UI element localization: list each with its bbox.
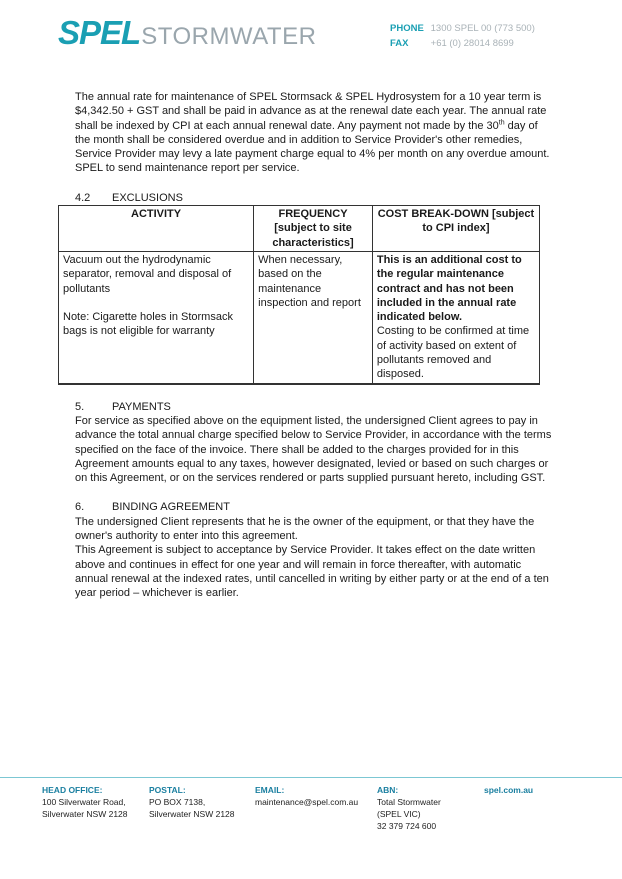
binding-text-2: This Agreement is subject to acceptance by Service Provider. It takes effect on the date written above and continues in effect for one year and will remain in force thereafter, with automatic annual renewal at the indexed rates, until cancelled in writing by either party or at the end of a ten year period – whichever is earlier. — [75, 544, 549, 600]
document-body — [63, 90, 555, 601]
footer-divider — [0, 777, 622, 778]
intro-paragraph: The annual rate for maintenance of SPEL Stormsack & SPEL Hydrosystem for a 10 year term is $4,342.50 + GST and shall be paid in advance as at the renewal date each year. The annual rate shall be indexed by CPI at each annual renewal date. Any payment not made by the 30th day of the month shall be considered overdue and in addition to Service Provider's other remedies, Service Provider may levy a late payment charge equal to 4% per month on any overdue amount. SPEL to send maintenance report per service. — [75, 91, 550, 175]
payments-text: For service as specified above on the equipment listed, the undersigned Client agrees to pay in advance the total annual charge specified below to Service Provider, in accordance with the terms specified on the face of the invoice. There shall be added to the charges provided for in this Agreement amounts equal to any taxes, however designated, levied or based on such charges or on this Agreement, or on the services rendered or parts supplied pursuant hereto, including GST. — [75, 414, 552, 485]
email-link[interactable]: maintenance@spel.com.au — [255, 797, 359, 807]
activity-cell: Vacuum out the hydrodynamic separator, removal and disposal of pollutants Note: Cigarette holes in Stormsack bags is not eligible for warranty — [59, 251, 254, 383]
fax-value: +61 (0) 28014 8699 — [430, 38, 514, 49]
binding-text-1: The undersigned Client represents that he is the owner of the equipment, or that they have the owner's authority to enter into this agreement. — [75, 515, 535, 543]
col-cost: COST BREAK-DOWN [subject to CPI index] — [372, 206, 539, 252]
logo-primary: SPEL — [58, 14, 141, 51]
page-header — [0, 0, 622, 70]
spel-logo — [58, 14, 316, 52]
footer-website — [484, 784, 533, 796]
payments-section — [75, 400, 555, 486]
logo-secondary: STORMWATER — [141, 23, 317, 50]
phone-line — [390, 23, 535, 34]
footer-email: EMAIL: maintenance@spel.com.au — [255, 785, 359, 807]
exclusions-heading: 4.2 EXCLUSIONS — [75, 191, 183, 204]
footer-postal: POSTAL: PO BOX 7138, Silverwater NSW 2128 — [149, 785, 235, 819]
footer-abn: ABN: Total Stormwater (SPEL VIC) 32 379 724 600 — [377, 785, 441, 831]
cost-cell: This is an additional cost to the regular maintenance contract and has not been included in the annual rate indicated below. Costing to be confirmed at time of activity based on extent of pollutants removed and disposed. — [372, 251, 539, 383]
frequency-cell: When necessary, based on the maintenance inspection and report — [254, 251, 373, 383]
phone-value: 1300 SPEL 00 (773 500) — [430, 23, 535, 34]
binding-heading: 6. BINDING AGREEMENT — [75, 501, 230, 514]
phone-label: PHONE — [390, 23, 424, 34]
col-frequency: FREQUENCY [subject to site characteristics] — [254, 206, 373, 252]
table-row — [59, 251, 540, 383]
fax-line — [390, 38, 514, 49]
website-link[interactable]: spel.com.au — [484, 785, 534, 795]
table-header-row — [59, 206, 540, 252]
col-activity: ACTIVITY — [59, 206, 254, 252]
fax-label: FAX — [390, 38, 409, 49]
footer-head-office: HEAD OFFICE: 100 Silverwater Road, Silverwater NSW 2128 — [42, 785, 128, 819]
payments-heading: 5. PAYMENTS — [75, 400, 171, 413]
binding-section — [75, 500, 555, 600]
exclusions-section — [63, 191, 555, 385]
exclusions-table — [58, 205, 540, 385]
